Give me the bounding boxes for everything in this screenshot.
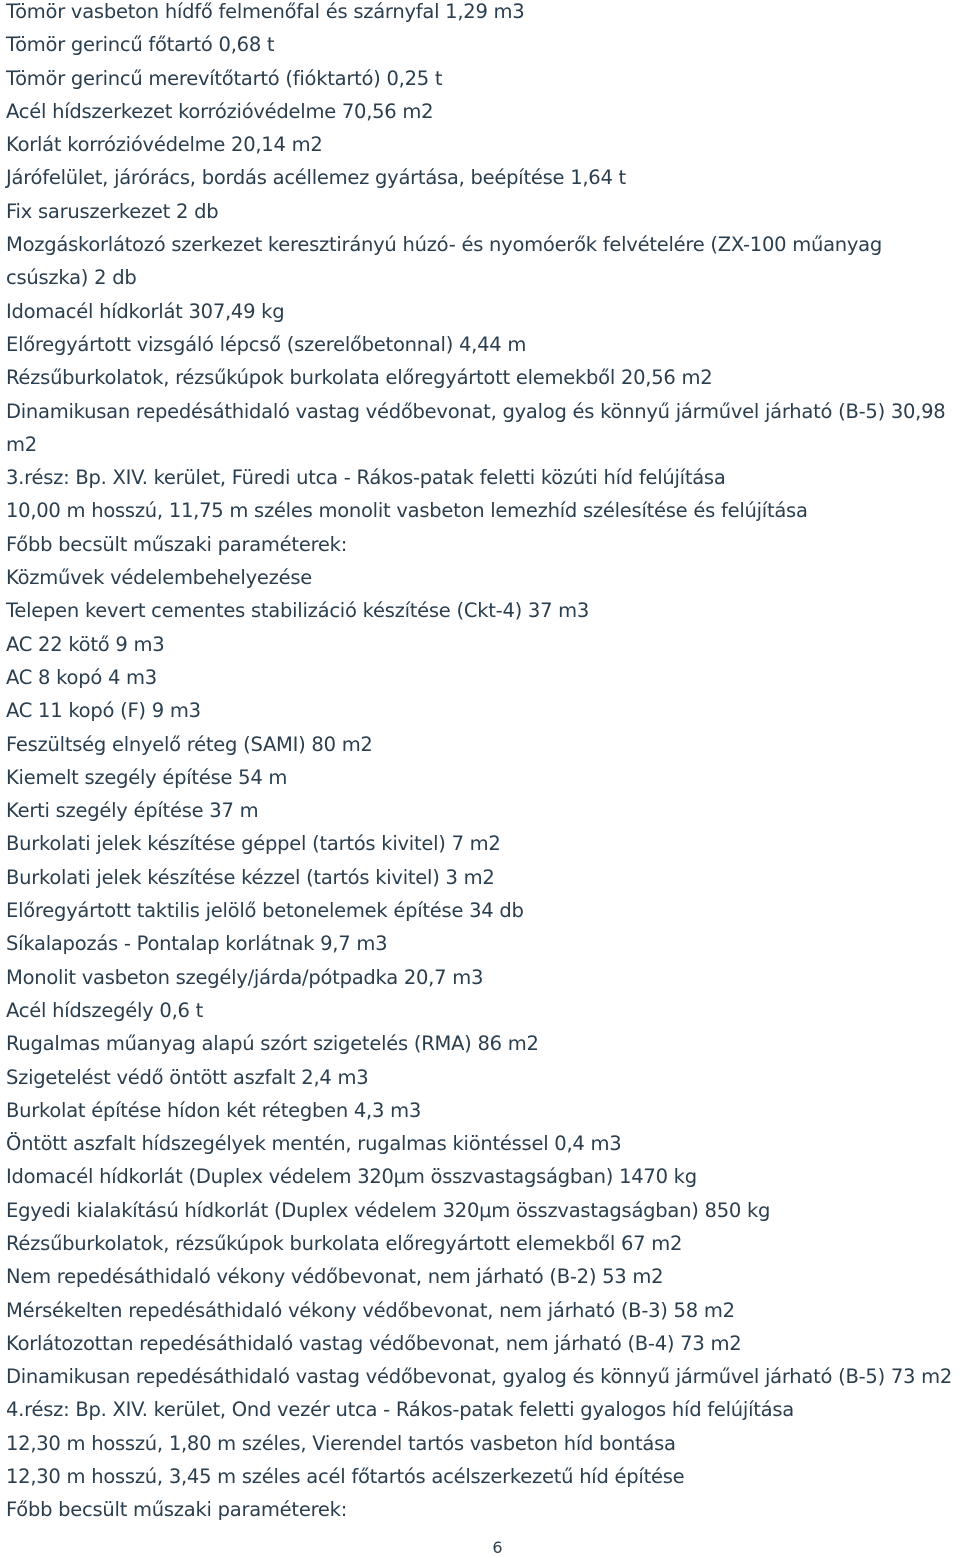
text-line: Korlát korrózióvédelme 20,14 m2 <box>6 133 323 157</box>
text-line: Síkalapozás - Pontalap korlátnak 9,7 m3 <box>6 932 388 956</box>
text-line: Rézsűburkolatok, rézsűkúpok burkolata előregyártott elemekből 20,56 m2 <box>6 366 713 390</box>
text-line: Szigetelést védő öntött aszfalt 2,4 m3 <box>6 1065 369 1089</box>
page-content <box>6 0 958 1527</box>
text-line: Acél hídszegély 0,6 t <box>6 998 204 1022</box>
text-line: Burkolati jelek készítése géppel (tartós kivitel) 7 m2 <box>6 832 501 856</box>
text-line: Közművek védelembehelyezése <box>6 566 313 590</box>
text-line: Nem repedésáthidaló vékony védőbevonat, nem járható (B-2) 53 m2 <box>6 1265 664 1289</box>
text-line: Egyedi kialakítású hídkorlát (Duplex védelem 320μm összvastagságban) 850 kg <box>6 1198 771 1222</box>
text-line: Mérsékelten repedésáthidaló vékony védőbevonat, nem járható (B-3) 58 m2 <box>6 1298 735 1322</box>
text-line: Öntött aszfalt hídszegélyek mentén, rugalmas kiöntéssel 0,4 m3 <box>6 1132 622 1156</box>
text-line: AC 22 kötő 9 m3 <box>6 632 165 656</box>
text-line: csúszka) 2 db <box>6 266 137 290</box>
text-line: Előregyártott vizsgáló lépcső (szerelőbetonnal) 4,44 m <box>6 332 527 356</box>
section-heading-part-4: 4.rész: Bp. XIV. kerület, Ond vezér utca - Rákos-patak feletti gyalogos híd felújítása <box>6 1398 794 1422</box>
text-line: Kiemelt szegély építése 54 m <box>6 765 288 789</box>
text-line: Burkolat építése hídon két rétegben 4,3 m3 <box>6 1098 422 1122</box>
text-line: Tömör gerincű főtartó 0,68 t <box>6 33 275 57</box>
text-line: AC 11 kopó (F) 9 m3 <box>6 699 201 723</box>
page-number: 6 <box>492 1538 503 1557</box>
text-line: 12,30 m hosszú, 3,45 m széles acél főtartós acélszerkezetű híd építése <box>6 1465 685 1489</box>
text-line: Mozgáskorlátozó szerkezet keresztirányú húzó- és nyomóerők felvételére (ZX-100 műanyag <box>6 233 882 257</box>
text-line: 10,00 m hosszú, 11,75 m széles monolit vasbeton lemezhíd szélesítése és felújítása <box>6 499 808 523</box>
text-line: Előregyártott taktilis jelölő betonelemek építése 34 db <box>6 899 524 923</box>
text-line: Rugalmas műanyag alapú szórt szigetelés (RMA) 86 m2 <box>6 1032 539 1056</box>
text-line: Tömör gerincű merevítőtartó (fióktartó) 0,25 t <box>6 66 443 90</box>
text-line: Idomacél hídkorlát (Duplex védelem 320μm összvastagságban) 1470 kg <box>6 1165 697 1189</box>
section-heading-part-3: 3.rész: Bp. XIV. kerület, Füredi utca - Rákos-patak feletti közúti híd felújítása <box>6 466 726 490</box>
text-line: m2 <box>6 432 37 456</box>
text-line: Acél hídszerkezet korrózióvédelme 70,56 m2 <box>6 99 434 123</box>
text-line: Járófelület, járórács, bordás acéllemez gyártása, beépítése 1,64 t <box>6 166 626 190</box>
text-line: Monolit vasbeton szegély/járda/pótpadka 20,7 m3 <box>6 965 484 989</box>
text-line: Burkolati jelek készítése kézzel (tartós kivitel) 3 m2 <box>6 865 495 889</box>
text-line: Telepen kevert cementes stabilizáció készítése (Ckt-4) 37 m3 <box>6 599 590 623</box>
text-line: 12,30 m hosszú, 1,80 m széles, Vierendel tartós vasbeton híd bontása <box>6 1431 676 1455</box>
parameters-heading: Főbb becsült műszaki paraméterek: <box>6 1498 348 1522</box>
text-line: Idomacél hídkorlát 307,49 kg <box>6 299 285 323</box>
text-line: Feszültség elnyelő réteg (SAMI) 80 m2 <box>6 732 373 756</box>
text-line: Tömör vasbeton hídfő felmenőfal és szárnyfal 1,29 m3 <box>6 0 525 23</box>
text-line: Kerti szegély építése 37 m <box>6 799 259 823</box>
text-line: Dinamikusan repedésáthidaló vastag védőbevonat, gyalog és könnyű járművel járható (B-5) 73 m2 <box>6 1365 953 1389</box>
text-line: AC 8 kopó 4 m3 <box>6 665 157 689</box>
text-line: Korlátozottan repedésáthidaló vastag védőbevonat, nem járható (B-4) 73 m2 <box>6 1331 742 1355</box>
text-line: Fix saruszerkezet 2 db <box>6 199 219 223</box>
text-line: Rézsűburkolatok, rézsűkúpok burkolata előregyártott elemekből 67 m2 <box>6 1231 683 1255</box>
parameters-heading: Főbb becsült műszaki paraméterek: <box>6 532 348 556</box>
text-line: Dinamikusan repedésáthidaló vastag védőbevonat, gyalog és könnyű járművel járható (B-5) 30,98 <box>6 399 946 423</box>
